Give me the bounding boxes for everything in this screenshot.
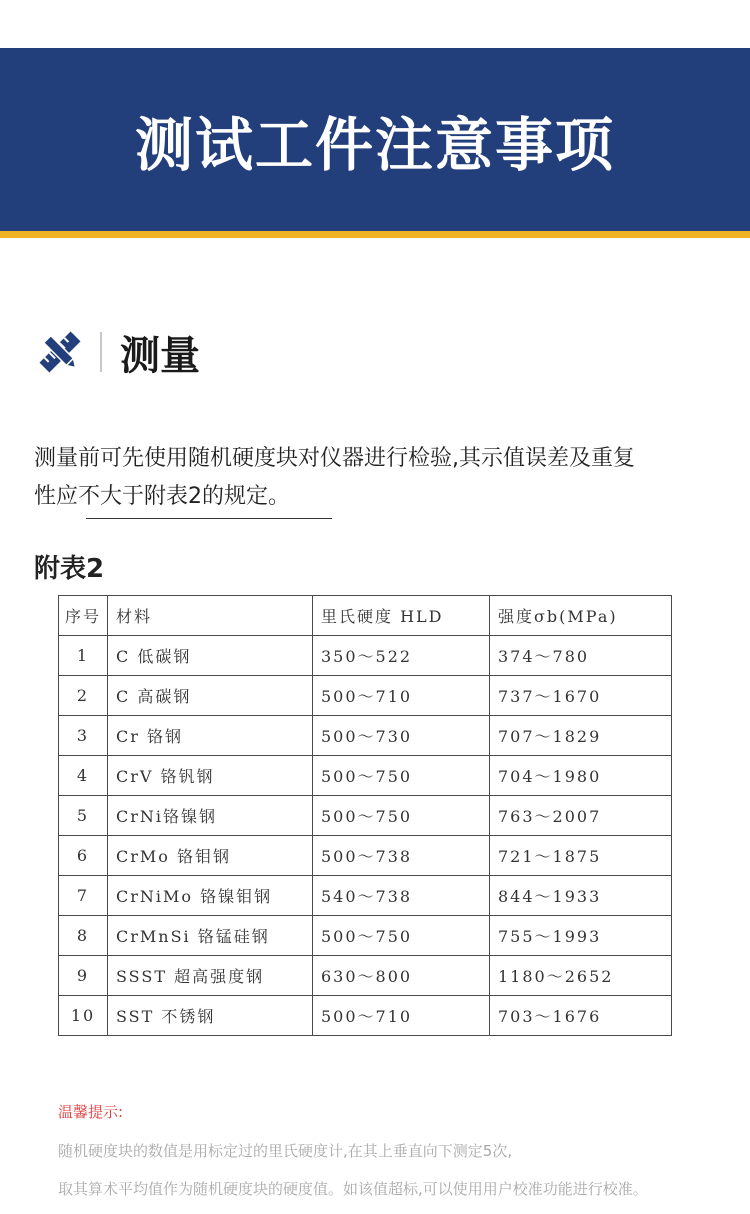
intro-underline [86,518,332,519]
table-cell: 500～710 [313,676,490,716]
table-cell: 10 [59,996,108,1036]
table-cell: 6 [59,836,108,876]
intro-line: 测量前可先使用随机硬度块对仪器进行检验,其示值误差及重复 [34,446,635,471]
intro-line: 性应不大于附表2的规定。 [34,484,290,509]
banner-accent-stripe [0,231,750,238]
table-cell: 500～750 [313,796,490,836]
table-cell: CrMnSi 铬锰硅钢 [108,916,313,956]
tip-title: 温馨提示: [58,1103,124,1121]
table-cell: 755～1993 [490,916,672,956]
table-cell: 844～1933 [490,876,672,916]
table-cell: 374～780 [490,636,672,676]
table-row [59,836,672,876]
table-row [59,636,672,676]
tip-text: 随机硬度块的数值是用标定过的里氏硬度计,在其上垂直向下测定5次, [58,1142,513,1160]
tip-text: 取其算术平均值作为随机硬度块的硬度值。如该值超标,可以使用用户校准功能进行校准。 [58,1180,648,1198]
section-divider [100,332,102,372]
table-cell: CrNiMo 铬镍钼钢 [108,876,313,916]
table-cell: 630～800 [313,956,490,996]
page-title: 测试工件注意事项 [134,110,615,179]
table-row [59,756,672,796]
table-row [59,716,672,756]
table-cell: 2 [59,676,108,716]
table-cell: 500～750 [313,756,490,796]
table-cell: 500～730 [313,716,490,756]
table-cell: CrNi铬镍钢 [108,796,313,836]
table-cell: CrV 铬钒钢 [108,756,313,796]
table-cell: 703～1676 [490,996,672,1036]
table-cell: SST 不锈钢 [108,996,313,1036]
table-row [59,676,672,716]
table-cell: Cr 铬钢 [108,716,313,756]
table-cell: 721～1875 [490,836,672,876]
table-cell: 500～710 [313,996,490,1036]
table-cell: 7 [59,876,108,916]
table-cell: C 高碳钢 [108,676,313,716]
table-cell: 737～1670 [490,676,672,716]
table-cell: 5 [59,796,108,836]
table-cell: 350～522 [313,636,490,676]
table-cell: 1 [59,636,108,676]
table-row [59,996,672,1036]
table-cell: 763～2007 [490,796,672,836]
table-cell: 540～738 [313,876,490,916]
table-header-row [59,596,672,636]
ruler-pencil-icon [34,326,86,378]
column-header: 强度σb(MPa) [490,596,672,636]
intro-paragraph [34,440,746,516]
column-header: 序号 [59,596,108,636]
table-cell: 1180～2652 [490,956,672,996]
section-title: 测量 [120,332,200,379]
table-cell: 3 [59,716,108,756]
column-header: 材料 [108,596,313,636]
table-cell: SSST 超高强度钢 [108,956,313,996]
table-cell: 500～750 [313,916,490,956]
table-row [59,876,672,916]
column-header: 里氏硬度 HLD [313,596,490,636]
table-cell: 4 [59,756,108,796]
section-header [34,322,200,382]
table-title: 附表2 [34,554,105,584]
table-row [59,796,672,836]
table-row [59,956,672,996]
table-row [59,916,672,956]
table-cell: 9 [59,956,108,996]
table-cell: CrMo 铬钼钢 [108,836,313,876]
table-cell: 704～1980 [490,756,672,796]
table-cell: 8 [59,916,108,956]
table-cell: 707～1829 [490,716,672,756]
hardness-spec-table [58,595,672,1036]
table-cell: 500～738 [313,836,490,876]
table-cell: C 低碳钢 [108,636,313,676]
